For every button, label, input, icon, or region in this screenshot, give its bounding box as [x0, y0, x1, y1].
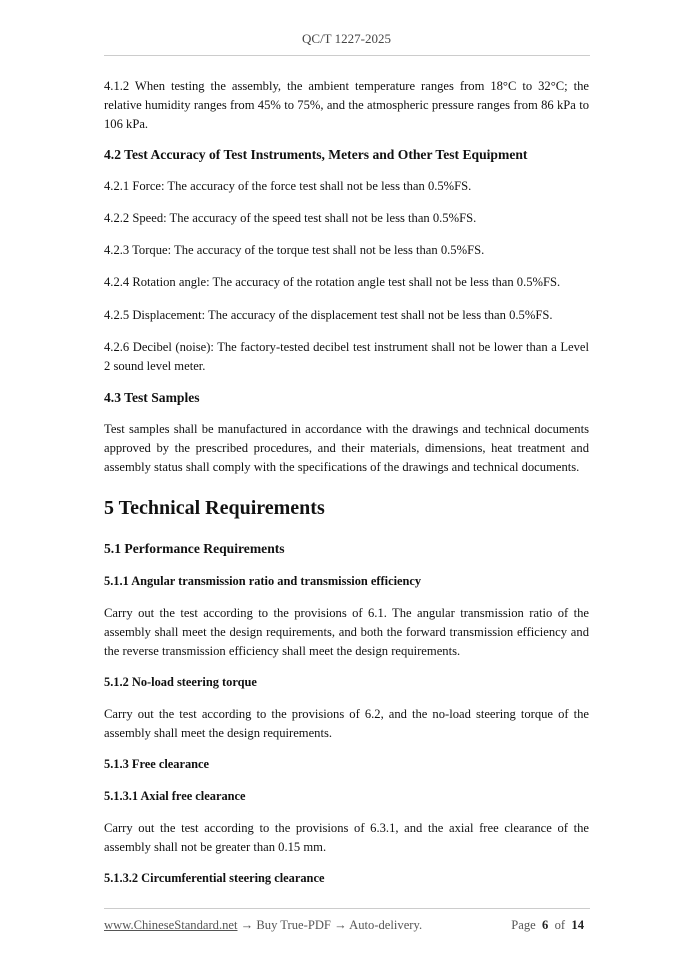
heading-5-1-3-2: 5.1.3.2 Circumferential steering clearance — [104, 871, 325, 885]
document-code-header: QC/T 1227-2025 — [302, 31, 391, 46]
page-total: 14 — [571, 918, 584, 932]
clause-5-1-3-1-text: Carry out the test according to the provisions of 6.3.1, and the axial free clearance of the assembly shall not be greater than 0.15 mm. — [104, 821, 589, 854]
clause-5-1-1-text: Carry out the test according to the provisions of 6.1. The angular transmission ratio of the assembly shall meet the design requirements, and both the forward transmission efficiency and the reverse transmission efficiency shall meet the design requirements. — [104, 606, 589, 658]
footer-promo — [104, 918, 422, 933]
heading-5-1-3: 5.1.3 Free clearance — [104, 757, 210, 771]
footer-divider — [104, 908, 590, 909]
page-indicator — [511, 918, 584, 933]
clause-5-1-2-text: Carry out the test according to the provisions of 6.2, and the no-load steering torque of the assembly shall meet the design requirements. — [104, 707, 589, 740]
heading-5-1-1: 5.1.1 Angular transmission ratio and transmission efficiency — [104, 574, 422, 588]
heading-5: 5 Technical Requirements — [104, 497, 325, 519]
header-divider — [104, 55, 590, 56]
clause-4-2-2: 4.2.2 Speed: The accuracy of the speed test shall not be less than 0.5%FS. — [104, 211, 477, 225]
page-number: 6 — [542, 918, 549, 932]
heading-5-1-3-1: 5.1.3.1 Axial free clearance — [104, 789, 246, 803]
clause-4-2-1: 4.2.1 Force: The accuracy of the force test shall not be less than 0.5%FS. — [104, 179, 472, 193]
clause-4-2-3: 4.2.3 Torque: The accuracy of the torque test shall not be less than 0.5%FS. — [104, 243, 485, 257]
clause-4-2-6: 4.2.6 Decibel (noise): The factory-tested decibel test instrument shall not be lower than a Level 2 sound level meter. — [104, 340, 589, 373]
website-link[interactable]: www.ChineseStandard.net — [104, 918, 238, 932]
page-label: Page — [511, 918, 536, 932]
clause-4-2-5: 4.2.5 Displacement: The accuracy of the displacement test shall not be less than 0.5%FS. — [104, 308, 553, 322]
clause-4-3-text: Test samples shall be manufactured in accordance with the drawings and technical documents approved by the prescribed procedures, and their materials, dimensions, heat treatment and assembly status shall comply with the specifications of the drawings and technical documents. — [104, 422, 589, 474]
footer-promo-text: → Buy True-PDF → Auto-delivery. — [237, 918, 423, 932]
heading-5-1-2: 5.1.2 No-load steering torque — [104, 675, 257, 689]
clause-4-1-2: 4.1.2 When testing the assembly, the ambient temperature ranges from 18°C to 32°C; the relative humidity ranges from 45% to 75%, and the atmospheric pressure ranges from 86 kPa to 106 kPa. — [104, 79, 589, 131]
clause-4-2-4: 4.2.4 Rotation angle: The accuracy of the rotation angle test shall not be less than 0.5%FS. — [104, 275, 561, 289]
footer — [104, 918, 590, 933]
of-label: of — [554, 918, 566, 932]
heading-5-1: 5.1 Performance Requirements — [104, 541, 285, 556]
heading-4-3: 4.3 Test Samples — [104, 390, 200, 405]
heading-4-2: 4.2 Test Accuracy of Test Instruments, Meters and Other Test Equipment — [104, 147, 528, 162]
